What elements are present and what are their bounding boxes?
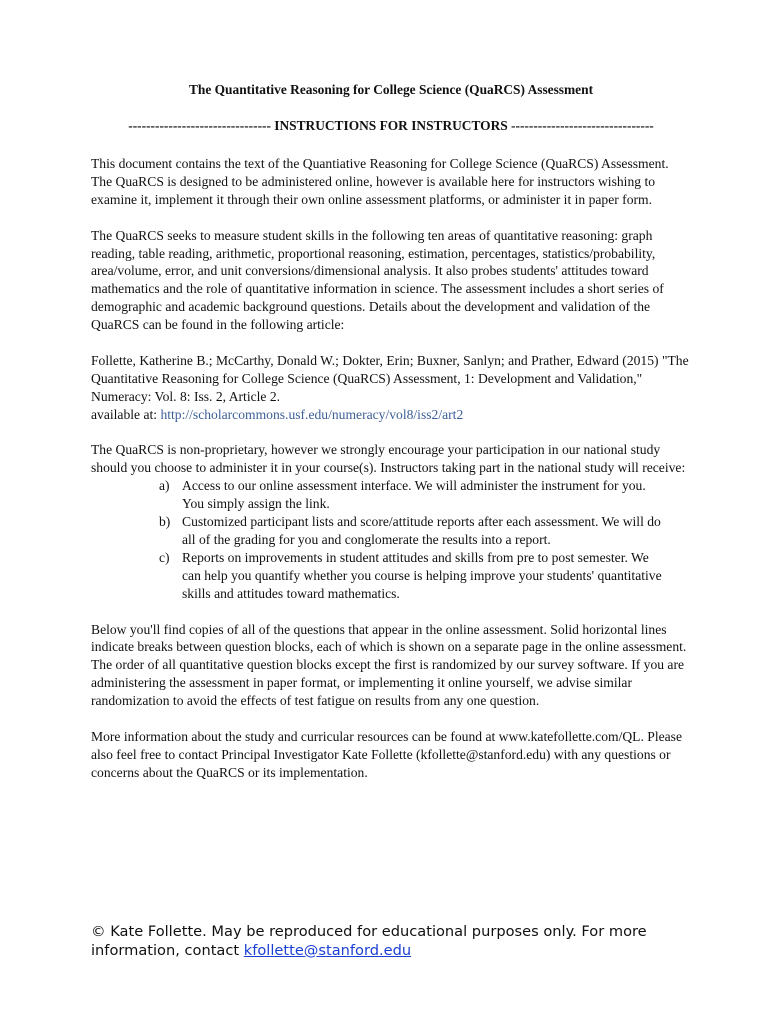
list-item — [91, 549, 670, 603]
list-item-text: Customized participant lists and score/attitude reports after each assessment. We will do all of the grading for you and conglomerate the results into a report. — [182, 514, 661, 547]
document-title: The Quantitative Reasoning for College Science (QuaRCS) Assessment — [188, 82, 594, 97]
list-item-text: Access to our online assessment interface. We will administer the instrument for you. You simply assign the link. — [182, 478, 646, 512]
citation-paragraph — [91, 352, 691, 424]
article-link[interactable]: http://scholarcommons.usf.edu/numeracy/vol8/iss2/art2 — [160, 406, 464, 422]
footer-text: © Kate Follette. May be reproduced for educational purposes only. For more information, contact — [91, 923, 647, 959]
questions-paragraph: Below you'll find copies of all of the questions that appear in the online assessment. Solid horizontal lines indicate breaks between question blocks, each of which is shown on a separate page in the online assessment. The order of all quantitative question blocks except the first is randomized by our survey software. If you are administering the assessment in paper format, or implementing it online yourself, we advise similar randomization to avoid the effects of test fatigue on results from any one question. — [91, 621, 687, 709]
list-item-text: Reports on improvements in student attitudes and skills from pre to post semester. We can help you quantify whether you course is helping improve your students' quantitative skills and attitudes toward mathematics. — [182, 549, 662, 601]
benefits-list — [91, 477, 691, 602]
intro-paragraph: This document contains the text of the Quantiative Reasoning for College Science (QuaRCS) Assessment. The QuaRCS is designed to be administered online, however is available here for instructors wishing to examine it, implement it through their own online assessment platforms, or administer it in paper form. — [91, 156, 669, 207]
list-marker: b) — [159, 514, 171, 530]
footer — [91, 923, 691, 960]
list-item — [91, 477, 670, 513]
footer-email-link[interactable]: kfollette@stanford.edu — [243, 941, 412, 959]
participation-paragraph: The QuaRCS is non-proprietary, however we strongly encourage your participation in our national study should you choose to administer it in your course(s). Instructors taking part in the national study will receive: — [91, 442, 686, 476]
list-marker: c) — [159, 549, 170, 565]
list-marker: a) — [159, 478, 170, 494]
contact-paragraph: More information about the study and curricular resources can be found at www.katefollette.com/QL. Please also feel free to contact Principal Investigator Kate Follette (kfollette@stanford.edu) with any questions or concerns about the QuaRCS or its implementation. — [91, 728, 683, 780]
section-heading: -------------------------------- INSTRUCTIONS FOR INSTRUCTORS -------------------------------- — [128, 118, 654, 133]
available-label: available at: — [91, 406, 158, 422]
document-body — [91, 80, 691, 800]
citation-text: Follette, Katherine B.; McCarthy, Donald W.; Dokter, Erin; Buxner, Sanlyn; and Prather, Edward (2015) "The Quantitative Reasoning for College Science (QuaRCS) Assessment, 1: Development and Validation," Numeracy: Vol. 8: Iss. 2, Article 2. — [91, 352, 689, 404]
list-item — [91, 513, 670, 549]
skills-paragraph: The QuaRCS seeks to measure student skills in the following ten areas of quantitative reasoning: graph reading, table reading, arithmetic, proportional reasoning, estimation, percentages, statistics/probability, area/volume, error, and unit conversions/dimensional analysis. It also probes students' attitudes toward mathematics and the role of quantitative information in science. The assessment includes a short series of demographic and academic background questions. Details about the development and validation of the QuaRCS can be found in the following article: — [91, 227, 664, 333]
